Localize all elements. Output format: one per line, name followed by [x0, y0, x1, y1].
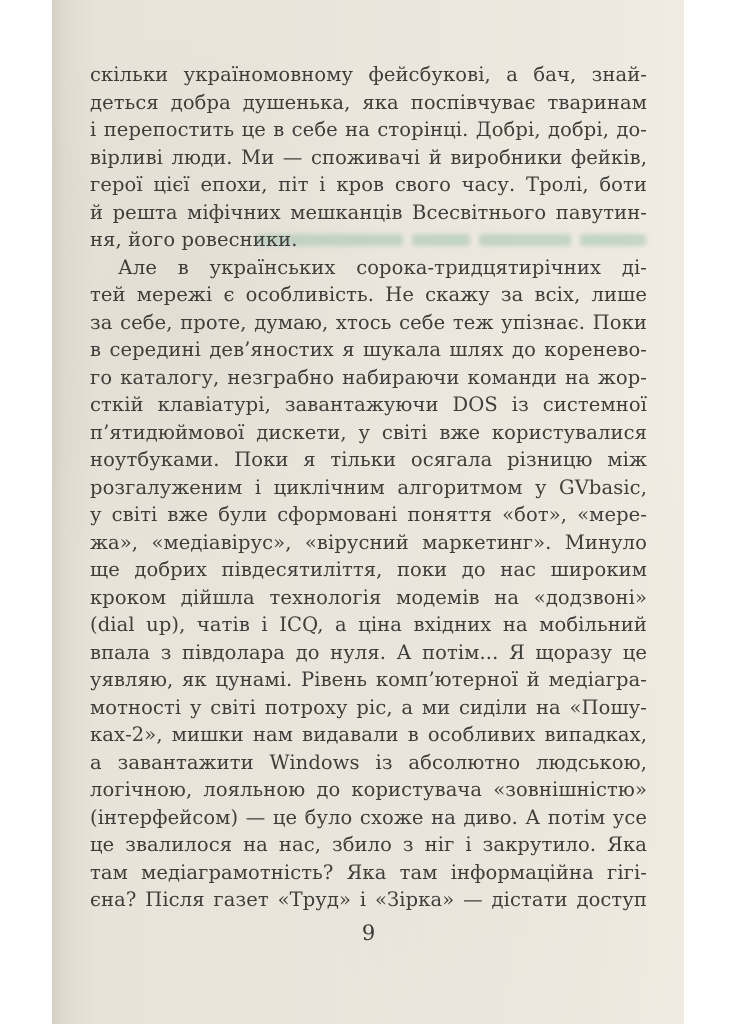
text-line: і перепостить це в себе на сторінці. Добрі, добрі, до- [90, 118, 647, 141]
text-line: кроком дійшла технологія модемів на «додзвоні» [90, 585, 647, 609]
text-line: ня, його ровесники. [90, 228, 298, 251]
text-line: скільки україномовному фейсбукові, а бач, знай- [90, 63, 647, 86]
text-line: жа», «медіавірус», «вірусний маркетинг». Минуло [90, 530, 647, 554]
text-line: це звалилося на нас, збило з ніг і закрутило. Яка [90, 833, 647, 856]
text-line: мотності у світі потроху ріс, а ми сиділи на «Пошу- [90, 695, 647, 719]
text-line: ще добрих півдесятиліття, поки до нас широким [90, 558, 647, 581]
text-line: го каталогу, незграбно набираючи команди на жор- [90, 365, 647, 389]
text-line: а завантажити Windows із абсолютно людською, [90, 750, 647, 774]
text-line: ках-2», мишки нам видавали в особливих випадках, [90, 723, 647, 746]
text-line: сткій клавіатурі, завантажуючи DOS із системної [90, 393, 647, 416]
text-line: в середині дев’яностих я шукала шлях до коренево- [90, 338, 647, 361]
text-line: (інтерфейсом) — це було схоже на диво. А потім усе [90, 805, 647, 829]
text-line: логічною, лояльною до користувача «зовнішністю» [90, 778, 647, 801]
page-number: 9 [361, 921, 376, 945]
text-line: за себе, проте, думаю, хтось себе теж упізнає. Поки [90, 310, 647, 334]
text-line: герої цієї епохи, піт і кров свого часу. Тролі, боти [90, 173, 647, 196]
text-line: вірливі люди. Ми — споживачі й виробники фейків, [90, 145, 647, 169]
book-page [52, 0, 684, 1024]
text-line: п’ятидюймової дискети, у світі вже користувалися [90, 420, 647, 444]
text-line: єна? Після газет «Труд» і «Зірка» — дістати доступ [90, 888, 647, 911]
text-line: й решта міфічних мешканців Всесвітнього павутин- [90, 200, 647, 224]
text-line: уявляю, як цунамі. Рівень комп’ютерної й медіагра- [90, 668, 647, 691]
text-line: деться добра душенька, яка поспівчуває тваринам [90, 90, 647, 114]
text-line: розгалуженим і циклічним алгоритмом у GVbasic, [90, 475, 647, 499]
body-text [90, 61, 647, 914]
text-line: там медіаграмотність? Яка там інформаційна гігі- [90, 860, 647, 884]
text-line: Але в українських сорока-тридцятирічних ді- [118, 255, 647, 279]
text-line: (dial up), чатів і ICQ, а ціна вхідних на мобільний [90, 613, 647, 636]
text-line: тей мережі є особливість. Не скажу за всіх, лише [90, 283, 647, 306]
text-line: у світі вже були сформовані поняття «бот», «мере- [90, 503, 647, 526]
text-line: впала з півдолара до нуля. А потім... Я щоразу це [90, 640, 647, 664]
text-line: ноутбуками. Поки я тільки осягала різницю між [90, 448, 647, 471]
